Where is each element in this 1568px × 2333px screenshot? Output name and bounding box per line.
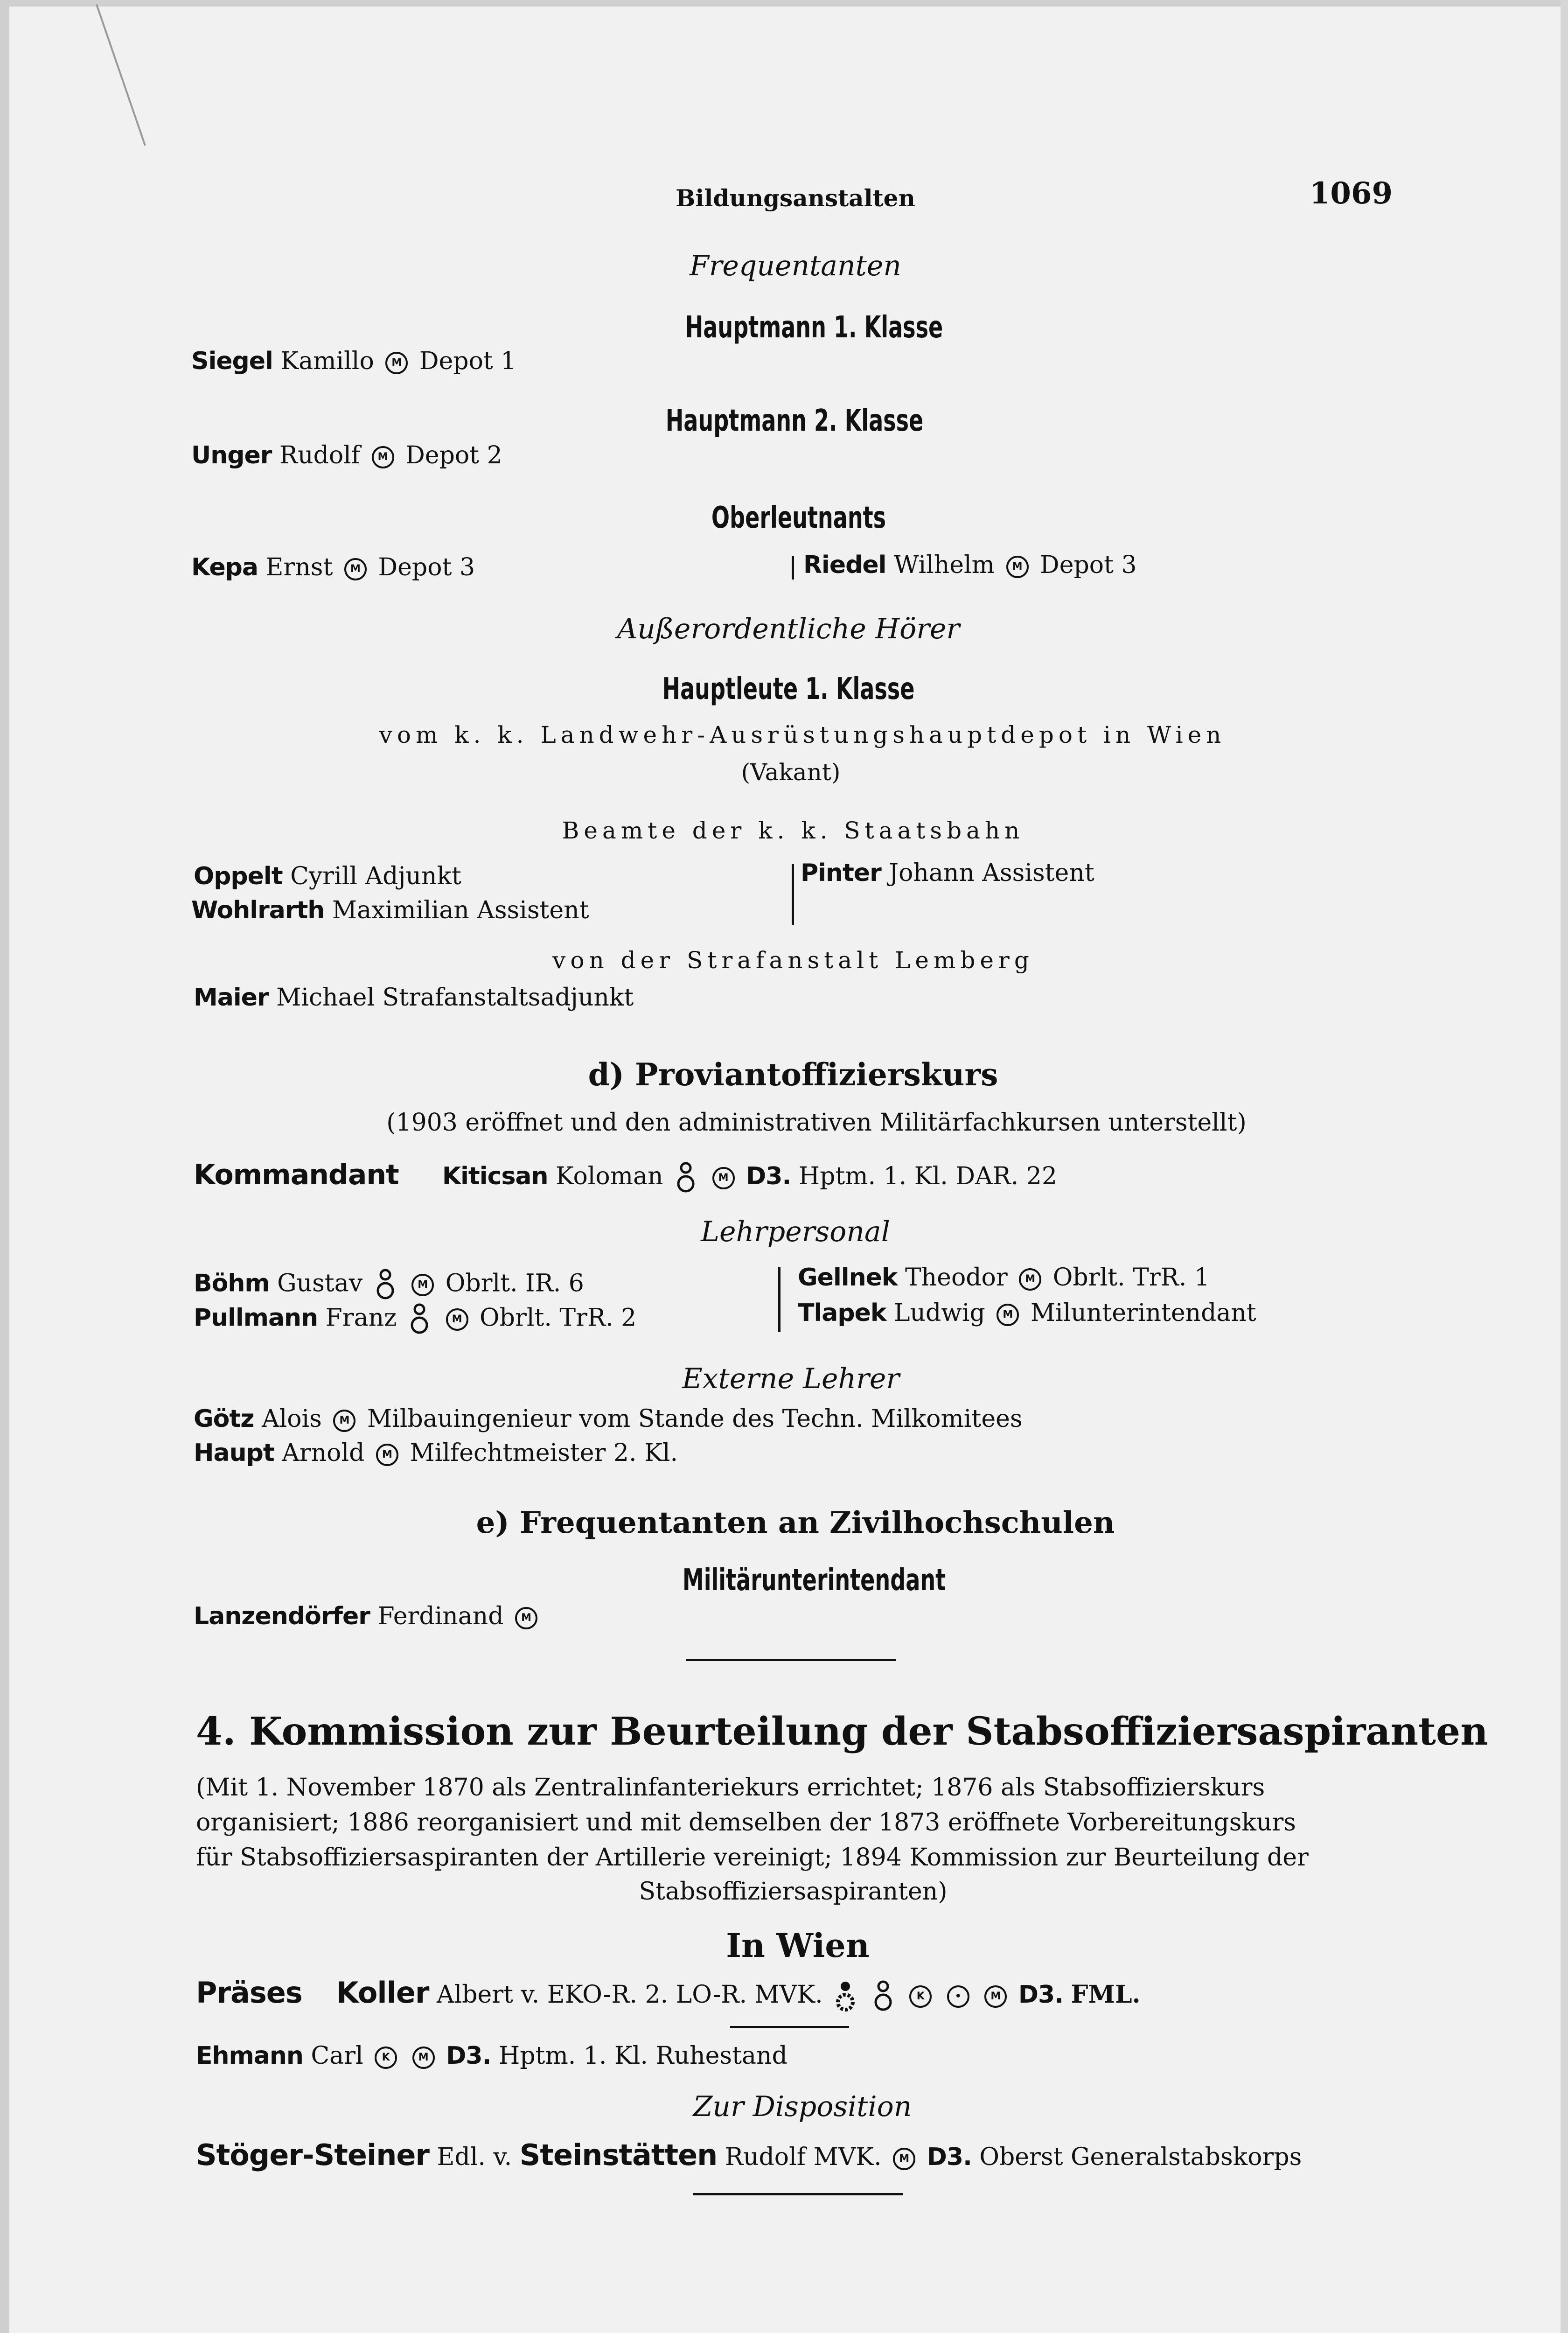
entry-row: Oppelt Cyrill Adjunkt: [194, 862, 461, 890]
orden-kreuz-icon: [676, 1161, 696, 1195]
militaer-verdienst-icon: M: [1006, 556, 1029, 578]
subheading-externe-lehrer: Externe Lehrer: [682, 1362, 900, 1395]
militaer-verdienst-icon: M: [1019, 1268, 1041, 1291]
subheading-lehrpersonal: Lehrpersonal: [701, 1215, 890, 1248]
kriegsmedaille-icon: K: [909, 1985, 932, 2008]
section-separator: [693, 2193, 903, 2195]
militaer-verdienst-icon: M: [411, 1274, 434, 1296]
vakant-label: (Vakant): [741, 759, 841, 786]
kriegsmedaille-icon: K: [375, 2047, 397, 2069]
entry-row: Wohlrarth Maximilian Assistent: [191, 896, 589, 924]
entry-row: Lanzendörfer Ferdinand M: [194, 1604, 541, 1629]
dot-circle-icon: •: [947, 1985, 969, 2008]
rank-heading: Militärunterintendant: [682, 1563, 946, 1598]
militaer-verdienst-icon: M: [893, 2148, 915, 2170]
entry-row: Maier Michael Strafanstaltsadjunkt: [194, 984, 634, 1012]
rank-heading: Hauptmann 1. Klasse: [685, 310, 943, 345]
entry-row: Gellnek Theodor M Obrlt. TrR. 1: [798, 1264, 1210, 1292]
militaer-verdienst-icon: M: [446, 1308, 468, 1331]
entry-row: Riedel Wilhelm M Depot 3: [803, 551, 1137, 579]
militaer-verdienst-icon: M: [333, 1410, 355, 1432]
section-heading: e) Frequentanten an Zivilhochschulen: [476, 1505, 1115, 1540]
militaer-verdienst-icon: M: [515, 1607, 537, 1629]
entry-row: Unger Rudolf M Depot 2: [191, 441, 502, 469]
militaer-verdienst-icon: M: [712, 1167, 735, 1189]
entry-row: Siegel Kamillo M Depot 1: [191, 347, 516, 375]
note-line: Stabsoffiziersaspiranten): [639, 1878, 948, 1906]
entry-row: Präses Koller Albert v. EKO-R. 2. LO-R. MVK. K • M D3. FML.: [196, 1978, 1141, 2013]
page-number: 1069: [1309, 176, 1393, 211]
orden-stern-icon: [835, 1980, 856, 2013]
entry-row: Pinter Johann Assistent: [801, 859, 1094, 887]
page-edge-left: [0, 0, 9, 2333]
chapter-heading: 4. Kommission zur Beurteilung der Stabsoffiziersaspiranten: [196, 1709, 1488, 1754]
entry-row: Haupt Arnold M Milfechtmeister 2. Kl.: [194, 1439, 678, 1467]
orden-kreuz-icon: [409, 1303, 430, 1336]
section-note: (1903 eröffnet und den administrativen Militärfachkursen unterstellt): [386, 1109, 1247, 1137]
entry-row: Kepa Ernst M Depot 3: [191, 553, 475, 581]
militaer-verdienst-icon: M: [984, 1985, 1007, 2008]
note-line: für Stabsoffiziersaspiranten der Artillerie vereinigt; 1894 Kommission zur Beurteilung der: [196, 1844, 1309, 1872]
entry-separator: [730, 2026, 849, 2028]
depot-line: vom k. k. Landwehr-Ausrüstungshauptdepot in Wien: [379, 721, 1226, 748]
note-line: organisiert; 1886 reorganisiert und mit demselben der 1873 eröffnete Vorbereitungskurs: [196, 1809, 1296, 1837]
militaer-verdienst-icon: M: [412, 2047, 435, 2069]
orden-kreuz-icon: [375, 1268, 396, 1302]
entry-row: Ehmann Carl K M D3. Hptm. 1. Kl. Ruhestand: [196, 2042, 787, 2070]
orden-kreuz-icon: [873, 1980, 893, 2013]
subheading-frequentanten: Frequentanten: [690, 250, 901, 282]
entry-row: Kommandant Kiticsan Koloman M D3. Hptm. 1. Kl. DAR. 22: [194, 1161, 1057, 1195]
note-line: (Mit 1. November 1870 als Zentralinfanteriekurs errichtet; 1876 als Stabsoffizierskurs: [196, 1774, 1265, 1802]
entry-row: Böhm Gustav M Obrlt. IR. 6: [194, 1268, 584, 1302]
section-separator: [686, 1659, 896, 1661]
column-divider: [778, 1267, 781, 1332]
rank-heading: Hauptleute 1. Klasse: [662, 672, 915, 706]
subheading-in-wien: In Wien: [726, 1926, 870, 1965]
militaer-verdienst-icon: M: [385, 352, 408, 374]
subheading-ausserordentliche-hoerer: Außerordentliche Hörer: [617, 613, 960, 645]
entry-row: Pullmann Franz M Obrlt. TrR. 2: [194, 1303, 636, 1336]
militaer-verdienst-icon: M: [344, 558, 367, 580]
militaer-verdienst-icon: M: [376, 1444, 398, 1466]
rank-heading: Hauptmann 2. Klasse: [665, 404, 924, 438]
entry-row: Stöger-Steiner Edl. v. Steinstätten Rudolf MVK. M D3. Oberst Generalstabskorps: [196, 2138, 1302, 2172]
running-title: Bildungsanstalten: [676, 184, 915, 212]
subheading-zur-disposition: Zur Disposition: [693, 2090, 912, 2123]
column-divider: [792, 556, 794, 580]
militaer-verdienst-icon: M: [372, 446, 394, 468]
section-heading: d) Proviantoffizierskurs: [588, 1056, 998, 1093]
rank-heading: Oberleutnants: [711, 501, 886, 535]
militaer-verdienst-icon: M: [997, 1304, 1019, 1326]
group-line: von der Strafanstalt Lemberg: [552, 947, 1034, 974]
page-edge-right: [1561, 0, 1568, 2333]
group-line: Beamte der k. k. Staatsbahn: [562, 817, 1024, 844]
paper-crease: [96, 4, 146, 146]
column-divider: [792, 864, 794, 925]
page-edge-top: [0, 0, 1568, 7]
entry-row: Götz Alois M Milbauingenieur vom Stande des Techn. Milkomitees: [194, 1405, 1023, 1433]
entry-row: Tlapek Ludwig M Milunterintendant: [798, 1299, 1256, 1327]
